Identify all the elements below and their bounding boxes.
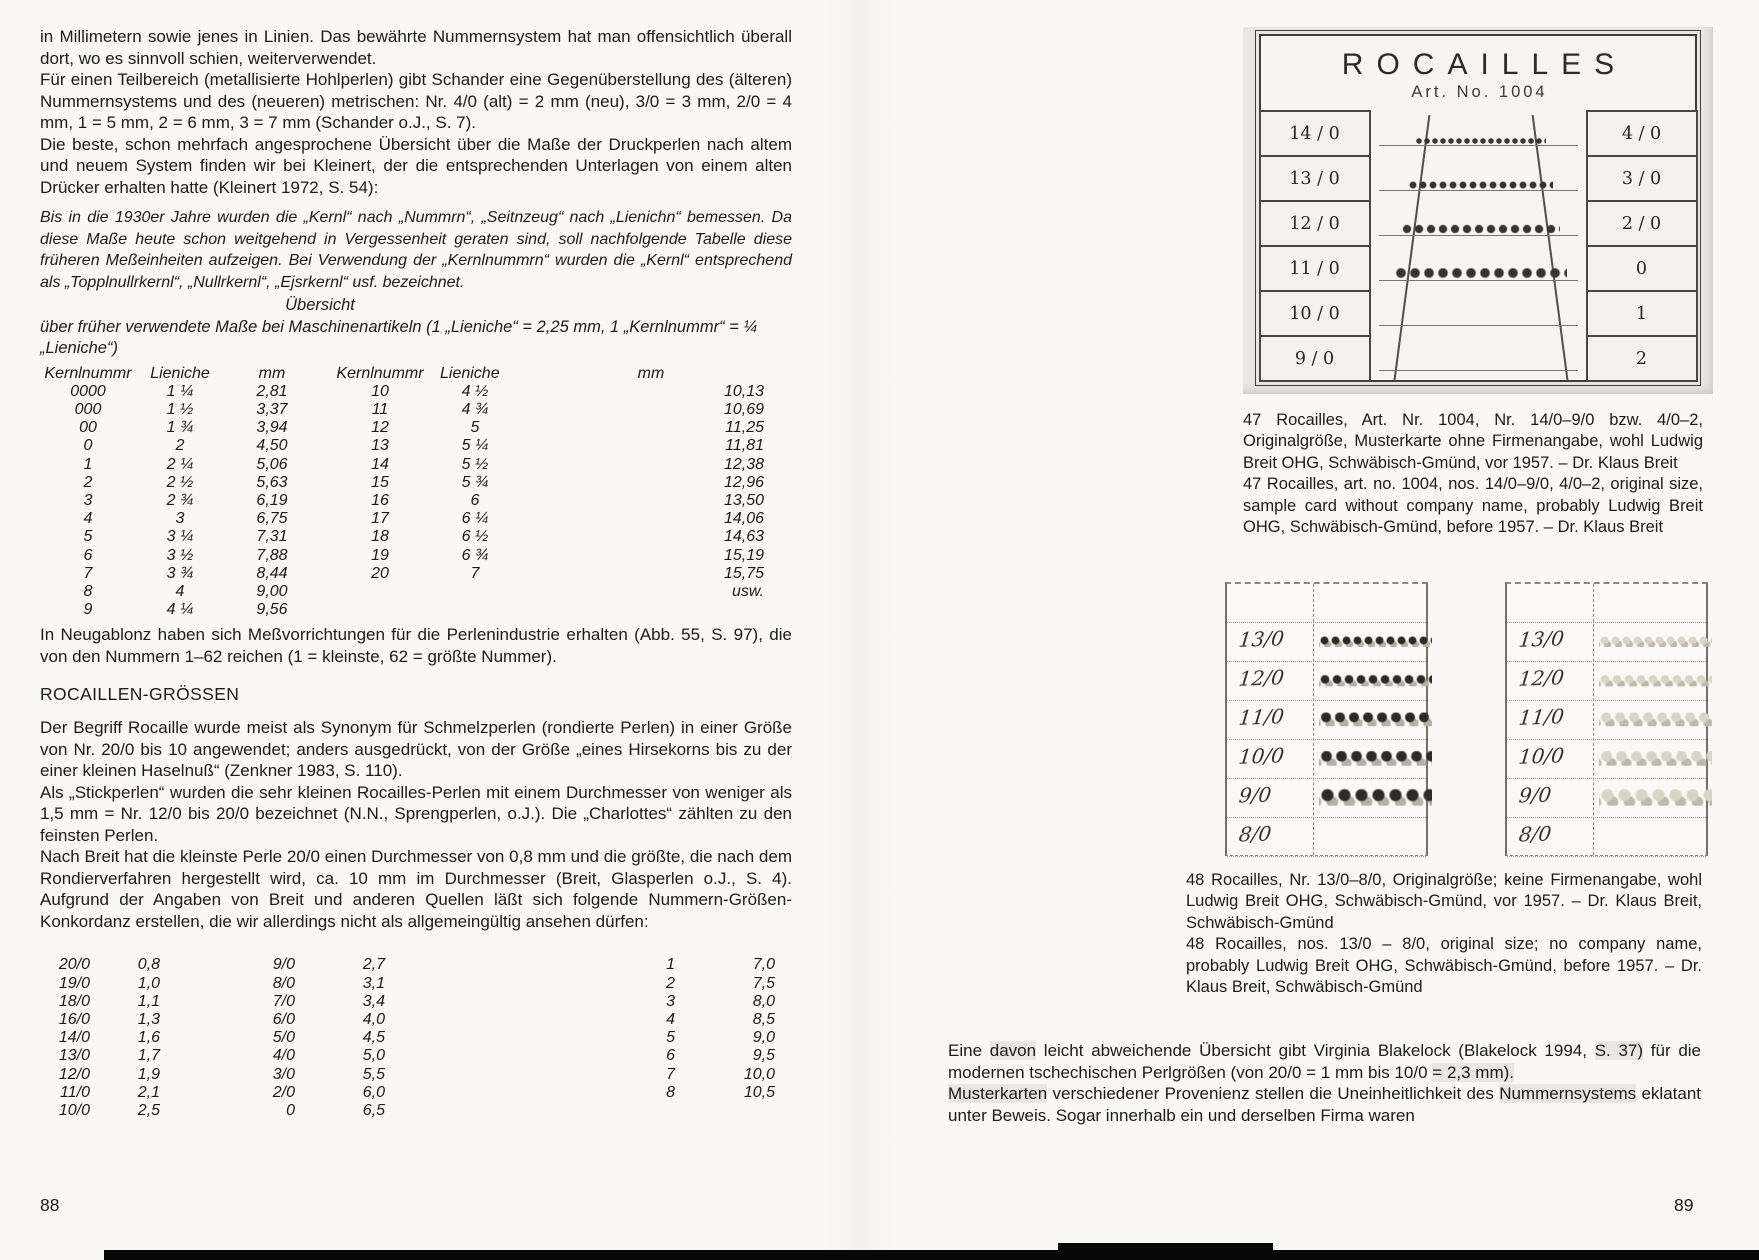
konkordanz-cell-mm2: 4,5 xyxy=(362,1029,385,1047)
paragraph-begriff: Der Begriff Rocaille wurde meist als Synonym für Schmelzperlen (rondierte Perlen) in einer Größe von Nr. 20/0 bis 10 angewendet; anders ausgedrückt, von der Größe „eines Hirsekorns bis zu der einer kleinen Haselnuß“ (Zenkner 1983, S. 110). xyxy=(40,718,792,781)
string-line xyxy=(1379,325,1578,327)
konkordanz-cell-nr3 xyxy=(385,1102,675,1120)
masse-cell-lieniche: 3 ¼ xyxy=(166,528,194,546)
size-label-box: 9 / 0 xyxy=(1259,335,1371,382)
konkordanz-cell-nr1: 11/0 xyxy=(60,1083,90,1101)
masse-cell-kernlnummr: 3 xyxy=(83,491,93,509)
bead-string xyxy=(1394,266,1567,280)
masse-cell-mm2: 15,19 xyxy=(723,546,764,564)
handwritten-size-label: 12/0 xyxy=(1517,665,1566,691)
size-label-box: 10 / 0 xyxy=(1259,290,1371,337)
masse-table-header-cell: Kernlnummr xyxy=(336,364,424,382)
size-label-box: 11 / 0 xyxy=(1259,245,1371,292)
bead-string xyxy=(1319,789,1432,806)
masse-cell-lieniche2: 4 ¾ xyxy=(461,400,489,418)
handwritten-size-label: 9/0 xyxy=(1517,782,1553,808)
konkordanz-cell-nr1: 10/0 xyxy=(58,1101,90,1119)
masse-cell-mm: 9,56 xyxy=(256,601,288,619)
bead-sample-row xyxy=(1507,739,1706,778)
masse-cell-kernlnummr2: 12 xyxy=(371,419,389,437)
handwritten-size-label: 13/0 xyxy=(1517,626,1566,652)
konkordanz-cell-mm1: 0,8 xyxy=(137,956,160,974)
string-line xyxy=(1379,370,1578,372)
sample-card-grid xyxy=(1259,112,1698,383)
bead-sample-row xyxy=(1507,661,1706,700)
masse-table xyxy=(40,365,792,620)
masse-cell-lieniche: 3 ¾ xyxy=(166,564,194,582)
handwritten-size-label: 10/0 xyxy=(1517,743,1566,769)
masse-cell-kernlnummr2: 17 xyxy=(371,510,389,528)
bead-sample-row xyxy=(1507,817,1706,857)
bead-sample-row xyxy=(1507,778,1706,817)
sample-card-left-labels xyxy=(1259,112,1371,383)
bead-sample-row xyxy=(1227,817,1426,857)
konkordanz-cell-mm2: 3,4 xyxy=(362,992,385,1010)
size-label-box: 13 / 0 xyxy=(1259,155,1371,202)
masse-table-row xyxy=(40,510,792,528)
masse-cell-lieniche: 1 ½ xyxy=(166,400,194,418)
masse-cell-mm2: 14,06 xyxy=(723,510,764,528)
masse-cell-mm: 3,37 xyxy=(256,400,288,418)
masse-cell-lieniche2: 4 ½ xyxy=(461,382,489,400)
masse-cell-kernlnummr: 000 xyxy=(74,400,102,418)
masse-table-header-cell: Lieniche xyxy=(150,364,210,382)
konkordanz-cell-mm2: 2,7 xyxy=(362,956,385,974)
masse-cell-kernlnummr: 2 xyxy=(83,473,93,491)
bead-string-row xyxy=(1371,247,1586,292)
bead-sample-row xyxy=(1227,700,1426,739)
masse-cell-mm: 6,19 xyxy=(256,491,288,509)
konkordanz-cell-nr3: 3 xyxy=(666,992,675,1010)
handwritten-size-label: 8/0 xyxy=(1237,821,1273,847)
paragraph-breit: Nach Breit hat die kleinste Perle 20/0 einen Durchmesser von 0,8 mm und die größte, die nach dem Rondierverfahren hergestellt wird, ca. 10 mm im Durchmesser (Breit, Glasperlen o.J., S. 4). Aufgrund der Angaben von Breit und anderen Quellen läßt sich folgende Nummern-Größen-Konkordanz erstellen, die wir allerdings nicht als allgemeingültig ansehen dürfen: xyxy=(40,847,792,931)
konkordanz-cell-mm2: 6,0 xyxy=(362,1083,385,1101)
size-label-box: 1 xyxy=(1586,290,1698,337)
size-label-box: 4 / 0 xyxy=(1586,110,1698,157)
handwritten-size-label: 10/0 xyxy=(1237,743,1286,769)
caption-47-german: 47 Rocailles, Art. Nr. 1004, Nr. 14/0–9/0 bzw. 4/0–2, Originalgröße, Musterkarte ohne Firmenangabe, wohl Ludwig Breit OHG, Schwäbisch-Gmünd, vor 1957. – Dr. Klaus Breit xyxy=(1243,411,1703,472)
konkordanz-cell-mm1: 1,7 xyxy=(137,1047,160,1065)
scan-edge-bar-thick xyxy=(1058,1243,1273,1260)
paragraph-neugablonz: In Neugablonz haben sich Meßvorrichtungen für die Perlenindustrie erhalten (Abb. 55, S. 97), die von den Nummern 1–62 reichen (1 = kleinste, 62 = größte Nummer). xyxy=(40,625,792,666)
masse-cell-lieniche2: 6 ½ xyxy=(461,528,489,546)
bead-string xyxy=(1599,789,1712,806)
masse-cell-lieniche: 2 xyxy=(175,437,185,455)
konkordanz-cell-mm3: 9,0 xyxy=(752,1029,775,1047)
masse-cell-lieniche: 2 ½ xyxy=(166,473,194,491)
size-label-box: 14 / 0 xyxy=(1259,110,1371,157)
section-heading-rocaillen-groessen: ROCAILLEN-GRÖSSEN xyxy=(40,684,240,705)
konkordanz-cell-nr3: 8 xyxy=(666,1083,675,1101)
bead-string-row xyxy=(1371,337,1586,382)
caption-figure-47 xyxy=(1243,410,1703,538)
konkordanz-cell-nr1: 20/0 xyxy=(58,956,90,974)
masse-cell-lieniche2: 5 ¼ xyxy=(461,437,489,455)
paragraph-stickperlen: Als „Stickperlen“ wurden die sehr kleinen Rocailles-Perlen mit einem Durchmesser von weniger als 1,5 mm = Nr. 12/0 bis 20/0 bezeichnet (N.N., Sprengperlen, o.J.). Die „Charlottes“ zählten zu den feinsten Perlen. xyxy=(40,782,792,845)
handwritten-size-label: 11/0 xyxy=(1237,704,1286,730)
sample-card-bead-area xyxy=(1371,112,1586,383)
sample-card-subtitle: Art. No. 1004 xyxy=(1411,83,1548,101)
masse-cell-mm: 8,44 xyxy=(256,564,288,582)
konkordanz-table-row xyxy=(40,1011,792,1029)
caption-48-english: 48 Rocailles, nos. 13/0 – 8/0, original size; no company name, probably Ludwig Breit OHG, Schwäbisch-Gmünd, before 1957. – Dr. Klaus Breit, Schwäbisch-Gmünd xyxy=(1186,935,1702,997)
konkordanz-cell-mm1: 1,1 xyxy=(137,992,160,1010)
konkordanz-cell-mm1: 2,1 xyxy=(137,1083,160,1101)
masse-cell-kernlnummr2: 14 xyxy=(371,455,389,473)
konkordanz-cell-nr3: 6 xyxy=(666,1047,675,1065)
konkordanz-cell-mm3: 7,0 xyxy=(752,956,775,974)
masse-table-row xyxy=(40,583,792,601)
konkordanz-table-row xyxy=(40,1066,792,1084)
masse-cell-mm: 2,81 xyxy=(256,382,288,400)
rocailles-sample-card xyxy=(1259,34,1697,382)
caption-48-german: 48 Rocailles, Nr. 13/0–8/0, Originalgröße; keine Firmenangabe, wohl Ludwig Breit OHG, Schwäbisch-Gmünd, vor 1957. – Dr. Klaus Breit, Schwäbisch-Gmünd xyxy=(1186,871,1702,932)
masse-table-header-cell: mm xyxy=(637,364,665,382)
bead-sample-row xyxy=(1227,622,1426,661)
konkordanz-cell-nr1: 14/0 xyxy=(58,1029,90,1047)
masse-cell-mm2: 11,25 xyxy=(725,419,764,437)
masse-cell-lieniche: 1 ¼ xyxy=(166,382,194,400)
konkordanz-cell-mm2: 6,5 xyxy=(362,1101,385,1119)
masse-cell-kernlnummr: 8 xyxy=(83,582,93,600)
masse-cell-mm2: 11,81 xyxy=(725,437,764,455)
text-run: für die modernen tschechischen Perlgrößen (von 20/0 = 1 mm bis 10/0 xyxy=(948,1041,1702,1082)
masse-cell-lieniche2 xyxy=(440,601,510,619)
scan-edge-bar xyxy=(104,1250,1759,1260)
masse-cell-kernlnummr2: 11 xyxy=(371,400,389,418)
masse-table-row xyxy=(40,565,792,583)
masse-table-row xyxy=(40,492,792,510)
masse-cell-lieniche: 3 ½ xyxy=(166,546,194,564)
konkordanz-table-row xyxy=(40,1084,792,1102)
masse-cell-lieniche: 1 ¾ xyxy=(166,419,194,437)
masse-cell-kernlnummr2: 10 xyxy=(371,382,389,400)
masse-cell-mm2: 12,96 xyxy=(723,473,764,491)
highlighted-text: Musterkarten xyxy=(948,1084,1048,1103)
konkordanz-cell-nr3: 5 xyxy=(666,1029,675,1047)
masse-table-row xyxy=(40,528,792,546)
masse-table-row xyxy=(40,474,792,492)
masse-cell-mm: 5,63 xyxy=(256,473,288,491)
masse-cell-kernlnummr: 9 xyxy=(83,601,93,619)
masse-cell-kernlnummr: 4 xyxy=(83,510,93,528)
masse-cell-lieniche2: 6 ¾ xyxy=(461,546,489,564)
masse-table-header-cell: Lieniche xyxy=(440,364,500,382)
masse-cell-mm: 3,94 xyxy=(256,419,288,437)
size-label-box: 12 / 0 xyxy=(1259,200,1371,247)
bead-sample-row xyxy=(1227,739,1426,778)
bead-sample-row xyxy=(1227,661,1426,700)
masse-cell-lieniche2: 5 ¾ xyxy=(461,473,489,491)
konkordanz-cell-mm2: 5,5 xyxy=(362,1065,385,1083)
masse-cell-kernlnummr2: 15 xyxy=(371,473,389,491)
masse-cell-mm2: 15,75 xyxy=(723,564,764,582)
table-title: Übersicht xyxy=(285,296,355,314)
konkordanz-cell-mm3: 9,5 xyxy=(752,1047,775,1065)
konkordanz-table-row xyxy=(40,993,792,1011)
bead-sample-row xyxy=(1507,622,1706,661)
rocaillen-paragraph-block xyxy=(40,717,792,932)
konkordanz-cell-nr3: 4 xyxy=(666,1010,675,1028)
masse-cell-kernlnummr2: 19 xyxy=(371,546,389,564)
bead-string-row xyxy=(1371,202,1586,247)
konkordanz-cell-nr2: 2/0 xyxy=(272,1083,295,1101)
masse-cell-mm2: 10,13 xyxy=(723,382,764,400)
page-number-left: 88 xyxy=(40,1195,60,1215)
konkordanz-cell-mm3: 8,0 xyxy=(752,992,775,1010)
masse-cell-mm: 7,31 xyxy=(256,528,288,546)
masse-cell-kernlnummr: 00 xyxy=(79,419,97,437)
masse-table-row xyxy=(40,456,792,474)
text-run: eklatant unter Beweis. Sogar innerhalb ein und derselben Firma waren xyxy=(948,1084,1702,1125)
konkordanz-cell-nr2: 0 xyxy=(286,1101,295,1119)
masse-table-header-cell: mm xyxy=(258,364,286,382)
paragraph-blakelock xyxy=(948,1040,1701,1083)
bead-string-row xyxy=(1371,157,1586,202)
masse-cell-lieniche: 4 xyxy=(175,582,185,600)
masse-cell-kernlnummr2 xyxy=(320,583,440,601)
konkordanz-table-row xyxy=(40,1047,792,1065)
text-run: verschiedener Provenienz stellen die Uneinheitlichkeit des xyxy=(1047,1084,1500,1103)
masse-cell-lieniche2: 7 xyxy=(470,564,480,582)
konkordanz-cell-mm2: 4,0 xyxy=(362,1010,385,1028)
konkordanz-table-row xyxy=(40,1102,792,1120)
konkordanz-cell-mm3: 10,5 xyxy=(743,1083,775,1101)
masse-table-row xyxy=(40,419,792,437)
handwritten-size-label: 8/0 xyxy=(1517,821,1553,847)
masse-table-header-row xyxy=(40,365,792,383)
konkordanz-cell-mm1: 1,3 xyxy=(137,1010,160,1028)
bead-sample-row xyxy=(1227,778,1426,817)
konkordanz-cell-nr1: 19/0 xyxy=(58,974,90,992)
konkordanz-cell-nr3: 2 xyxy=(666,974,675,992)
handwritten-size-label: 13/0 xyxy=(1237,626,1286,652)
masse-cell-mm2: 14,63 xyxy=(723,528,764,546)
konkordanz-cell-nr3: 1 xyxy=(666,956,675,974)
masse-table-row xyxy=(40,401,792,419)
masse-cell-kernlnummr2: 16 xyxy=(371,491,389,509)
handwritten-size-label: 9/0 xyxy=(1237,782,1273,808)
figure-47-photo xyxy=(1243,27,1713,394)
masse-table-row xyxy=(40,547,792,565)
masse-table-row xyxy=(40,383,792,401)
right-page-text-column xyxy=(948,1040,1701,1126)
konkordanz-table xyxy=(40,956,792,1120)
masse-cell-lieniche2: 6 xyxy=(470,491,480,509)
highlighted-text: davon xyxy=(989,1041,1037,1060)
masse-cell-kernlnummr: 0000 xyxy=(70,382,106,400)
konkordanz-cell-nr2: 5/0 xyxy=(272,1029,295,1047)
text-run: leicht abweichende Übersicht gibt Virginia Blakelock (Blakelock 1994, xyxy=(1036,1041,1595,1060)
konkordanz-cell-mm3: 8,5 xyxy=(752,1010,775,1028)
paragraph-teilbereich: Für einen Teilbereich (metallisierte Hohlperlen) gibt Schander eine Gegenüberstellung des (älteren) Nummernsystems und des (neueren) metrischen: Nr. 4/0 (alt) = 2 mm (neu), 3/0 = 3 mm, 2/0 = 4 mm, 1 = 5 mm, 2 = 6 mm, 3 = 7 mm (Schander o.J., S. 7). xyxy=(40,70,792,132)
konkordanz-cell-nr2: 9/0 xyxy=(272,956,295,974)
bead-string-row xyxy=(1371,292,1586,337)
sample-card-right-labels xyxy=(1586,112,1698,383)
left-page-text-column xyxy=(40,26,792,1120)
masse-cell-lieniche2 xyxy=(440,583,510,601)
masse-cell-mm2: usw. xyxy=(731,582,764,600)
bead-string xyxy=(1599,674,1712,686)
masse-cell-mm: 4,50 xyxy=(256,437,288,455)
masse-cell-mm: 6,75 xyxy=(256,510,288,528)
bead-string xyxy=(1408,180,1553,190)
sample-card-title: ROCAILLES xyxy=(1341,48,1628,81)
text-run: Eine xyxy=(948,1041,990,1060)
konkordanz-cell-nr1: 12/0 xyxy=(58,1065,90,1083)
konkordanz-cell-nr2: 7/0 xyxy=(272,992,295,1010)
bead-string xyxy=(1401,223,1560,235)
figure-48-card-light-beads xyxy=(1505,582,1708,856)
konkordanz-table-row xyxy=(40,956,792,974)
page-number-right: 89 xyxy=(1674,1195,1694,1215)
masse-cell-kernlnummr2: 13 xyxy=(371,437,389,455)
masse-cell-kernlnummr: 1 xyxy=(83,455,93,473)
masse-cell-lieniche2: 5 xyxy=(470,419,480,437)
konkordanz-table-row xyxy=(40,975,792,993)
paragraph-musterkarten xyxy=(948,1083,1701,1126)
bead-string xyxy=(1599,712,1712,726)
masse-table-row xyxy=(40,601,792,619)
table-subtitle: über früher verwendete Maße bei Maschinenartikeln (1 „Lieniche“ = 2,25 mm, 1 „Kernlnummr“ = ¼ „Lieniche“) xyxy=(40,317,758,357)
konkordanz-cell-mm3: 7,5 xyxy=(752,974,775,992)
konkordanz-cell-mm1: 2,5 xyxy=(137,1101,160,1119)
size-label-box: 2 xyxy=(1586,335,1698,382)
masse-cell-mm2 xyxy=(510,601,792,619)
konkordanz-cell-nr2: 4/0 xyxy=(272,1047,295,1065)
masse-cell-lieniche: 2 ¾ xyxy=(166,491,194,509)
konkordanz-cell-mm1: 1,0 xyxy=(137,974,160,992)
konkordanz-cell-mm3: 10,0 xyxy=(743,1065,775,1083)
masse-cell-mm: 9,00 xyxy=(256,582,288,600)
masse-cell-mm2: 10,69 xyxy=(723,400,764,418)
masse-cell-lieniche: 3 xyxy=(175,510,185,528)
masse-cell-kernlnummr2 xyxy=(320,601,440,619)
konkordanz-cell-nr1: 18/0 xyxy=(58,992,90,1010)
highlighted-text: Nummernsystems xyxy=(1499,1084,1637,1103)
bead-string xyxy=(1415,137,1546,145)
handwritten-size-label: 12/0 xyxy=(1237,665,1286,691)
masse-cell-lieniche: 4 ¼ xyxy=(166,601,194,619)
konkordanz-cell-mm1: 1,6 xyxy=(137,1029,160,1047)
konkordanz-cell-nr1: 16/0 xyxy=(58,1010,90,1028)
size-label-box: 0 xyxy=(1586,245,1698,292)
masse-cell-kernlnummr: 7 xyxy=(83,564,93,582)
bead-string xyxy=(1319,712,1432,726)
bead-string xyxy=(1319,751,1432,766)
paragraph-millimetern: in Millimetern sowie jenes in Linien. Das bewährte Nummernsystem hat man offensichtlich überall dort, wo es sinnvoll schien, weiterverwendet. xyxy=(40,27,792,68)
masse-cell-kernlnummr2: 20 xyxy=(371,564,389,582)
masse-cell-mm2: 12,38 xyxy=(723,455,764,473)
masse-table-body xyxy=(40,383,792,620)
highlighted-text: = 2,3 mm). xyxy=(1432,1062,1515,1082)
quote-kernl: Bis in die 1930er Jahre wurden die „Kernl“ nach „Nummrn“, „Seitnzeug“ nach „Lienichn“ bemessen. Da diese Maße heute schon weitgehend in Vergessenheit geraten sind, soll nachfolgende Tabelle diese früheren Meßeinheiten aufzeigen. Bei Verwendung der „Kernlnummrn“ wurden die „Kernl“ entsprechend als „Topplnullrkernl“, „Nullrkernl“, „Ejsrkernl“ usf. bezeichnet. xyxy=(40,209,792,291)
konkordanz-cell-mm2: 3,1 xyxy=(362,974,385,992)
konkordanz-cell-nr2: 3/0 xyxy=(272,1065,295,1083)
bead-string xyxy=(1599,751,1712,766)
masse-table-row xyxy=(40,437,792,455)
caption-47-english: 47 Rocailles, art. no. 1004, nos. 14/0–9/0, 4/0–2, original size, sample card without company name, probably Ludwig Breit OHG, Schwäbisch-Gmünd, before 1957. – Dr. Klaus Breit xyxy=(1243,475,1703,537)
bead-sample-row xyxy=(1507,700,1706,739)
masse-cell-kernlnummr2: 18 xyxy=(371,528,389,546)
masse-cell-mm: 5,06 xyxy=(256,455,288,473)
masse-cell-lieniche2: 6 ¼ xyxy=(461,510,489,528)
masse-table-header-cell: Kernlnummr xyxy=(44,364,132,382)
handwritten-size-label: 11/0 xyxy=(1517,704,1566,730)
highlighted-text: S. 37) xyxy=(1594,1041,1644,1060)
bead-string xyxy=(1319,674,1432,686)
masse-cell-kernlnummr: 0 xyxy=(83,437,93,455)
konkordanz-cell-nr1: 13/0 xyxy=(58,1047,90,1065)
bead-string xyxy=(1319,636,1432,647)
konkordanz-table-row xyxy=(40,1029,792,1047)
bead-string xyxy=(1599,636,1712,647)
masse-cell-kernlnummr: 5 xyxy=(83,528,93,546)
konkordanz-cell-mm1: 1,9 xyxy=(137,1065,160,1083)
konkordanz-cell-mm3 xyxy=(675,1102,775,1120)
konkordanz-cell-nr2: 8/0 xyxy=(272,974,295,992)
paragraph-uebersicht-intro: Die beste, schon mehrfach angesprochene Übersicht über die Maße der Druckperlen nach altem und neuem System finden wir bei Kleinert, der die entsprechenden Unterlagen von einem alten Drücker erhalten hatte (Kleinert 1972, S. 54): xyxy=(40,134,792,197)
page-gutter-shadow xyxy=(828,0,892,1260)
size-label-box: 2 / 0 xyxy=(1586,200,1698,247)
size-label-box: 3 / 0 xyxy=(1586,155,1698,202)
masse-cell-mm: 7,88 xyxy=(256,546,288,564)
masse-cell-kernlnummr: 6 xyxy=(83,546,93,564)
masse-cell-lieniche: 2 ¼ xyxy=(166,455,194,473)
konkordanz-cell-nr2: 6/0 xyxy=(272,1010,295,1028)
konkordanz-cell-nr3: 7 xyxy=(666,1065,675,1083)
masse-cell-lieniche2: 5 ½ xyxy=(461,455,489,473)
masse-cell-mm2: 13,50 xyxy=(723,491,764,509)
konkordanz-cell-mm2: 5,0 xyxy=(362,1047,385,1065)
figure-48-card-dark-beads xyxy=(1225,582,1428,856)
caption-figure-48 xyxy=(1186,870,1702,998)
bead-string-row xyxy=(1371,112,1586,157)
